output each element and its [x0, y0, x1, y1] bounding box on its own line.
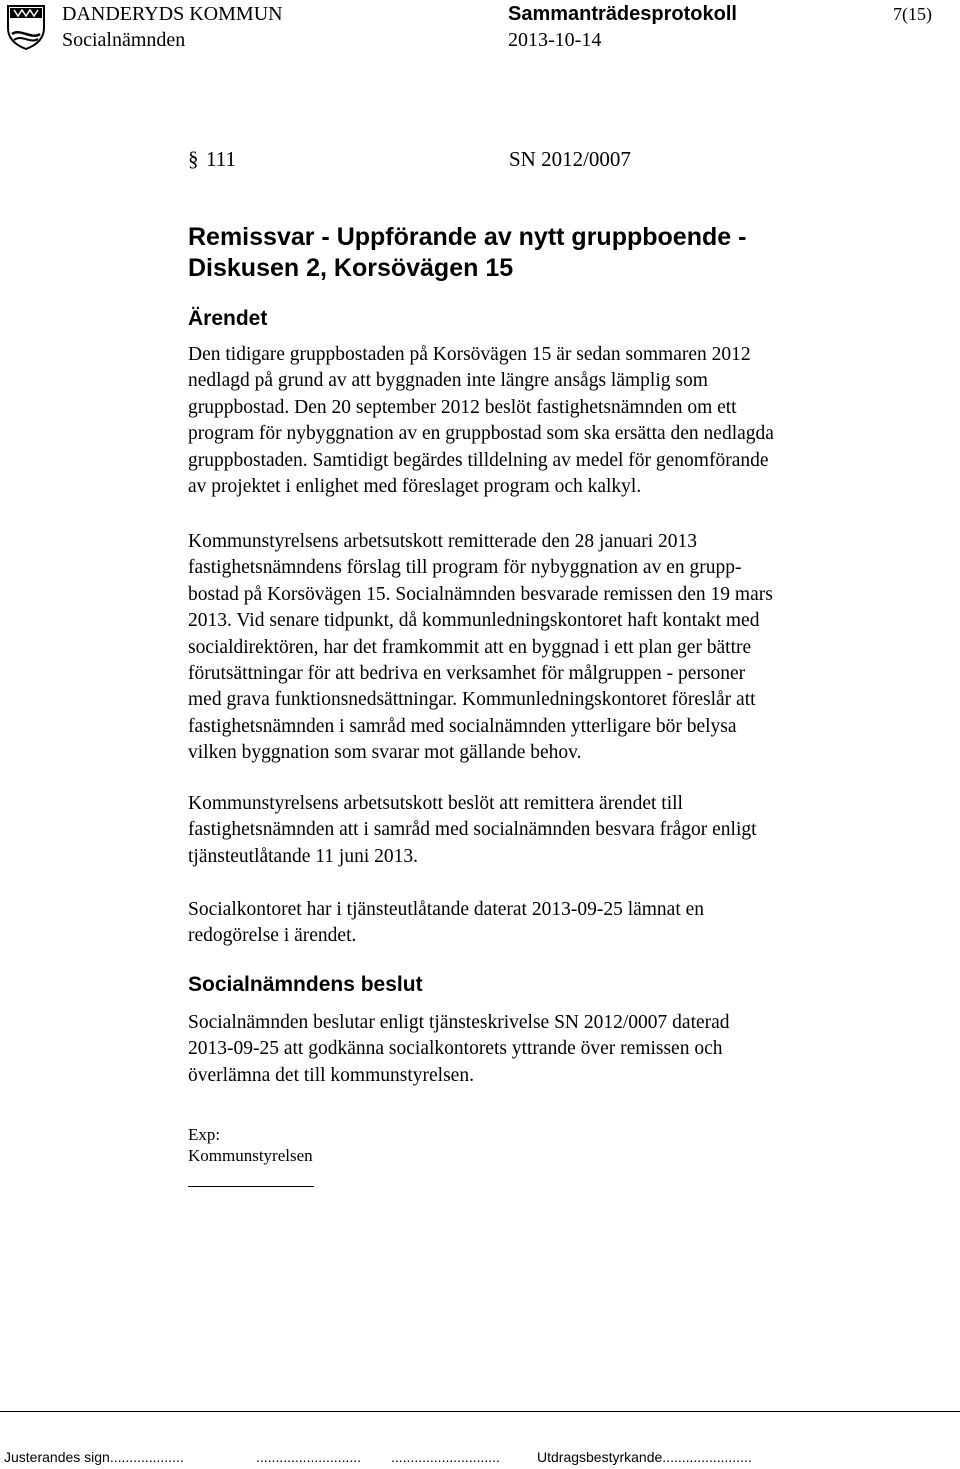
text-line: fastighetsnämnden i samråd med socialnämnden ytterligare bör belysa — [188, 715, 737, 737]
expedition-label: Exp: — [188, 1125, 221, 1144]
title-line: Diskusen 2, Korsövägen 15 — [188, 254, 514, 282]
arendet-paragraph-3 — [188, 791, 928, 870]
arendet-paragraph-2 — [188, 529, 928, 767]
arendet-paragraph-1 — [188, 342, 928, 500]
text-line: förutsättningar för att bedriva en verksamhet för målgruppen - personer — [188, 663, 746, 685]
protocol-title: Sammanträdesprotokoll — [508, 3, 737, 25]
expedition-recipient: Kommunstyrelsen — [188, 1146, 313, 1165]
text-line: överlämna det till kommunstyrelsen. — [188, 1064, 474, 1086]
text-line: vilken byggnation som svarar mot gällande behov. — [188, 742, 582, 764]
organization-name: DANDERYDS KOMMUN — [62, 3, 283, 25]
signature-dots: ........................... — [256, 1449, 362, 1465]
text-line: av projektet i enlighet med föreslaget program och kalkyl. — [188, 476, 642, 498]
text-line: fastighetsnämndens förslag till program för nybyggnation av en grupp- — [188, 557, 742, 579]
text-line: bostad på Korsövägen 15. Socialnämnden besvarade remissen den 19 mars — [188, 583, 773, 605]
coat-of-arms-icon — [6, 4, 46, 50]
arendet-heading: Ärendet — [188, 307, 268, 330]
text-line: Socialnämnden beslutar enligt tjänsteskrivelse SN 2012/0007 daterad — [188, 1012, 730, 1033]
arendet-paragraph-4 — [188, 897, 928, 950]
text-line: med grava funktionsnedsättningar. Kommunledningskontoret föreslår att — [188, 689, 756, 711]
text-line: nedlagd på grund av att byggnaden inte längre ansågs lämplig som — [188, 370, 708, 392]
separator-line — [188, 1186, 314, 1187]
case-number: SN 2012/0007 — [509, 147, 631, 171]
justerandes-sign: Justerandes sign................... — [4, 1449, 184, 1465]
text-line: Kommunstyrelsens arbetsutskott remitterade den 28 januari 2013 — [188, 531, 698, 552]
text-line: redogörelse i ärendet. — [188, 925, 357, 947]
page-number: 7(15) — [893, 4, 932, 24]
text-line: 2013. Vid senare tidpunkt, då kommunledningskontoret haft kontakt med — [188, 610, 760, 632]
title-line: Remissvar - Uppförande av nytt gruppboende - — [188, 223, 747, 251]
text-line: Socialkontoret har i tjänsteutlåtande daterat 2013-09-25 lämnat en — [188, 899, 705, 920]
text-line: fastighetsnämnden att i samråd med socialnämnden besvara frågor enligt — [188, 819, 757, 841]
paragraph-symbol: § — [188, 147, 199, 171]
footer-divider — [0, 1411, 960, 1412]
document-title — [188, 222, 928, 284]
beslut-heading: Socialnämndens beslut — [188, 973, 423, 996]
text-line: tjänsteutlåtande 11 juni 2013. — [188, 845, 418, 867]
committee-name: Socialnämnden — [62, 29, 186, 51]
text-line: Den tidigare gruppbostaden på Korsövägen 15 är sedan sommaren 2012 — [188, 344, 751, 365]
text-line: socialdirektören, har det framkommit att en byggnad i ett plan ger bättre — [188, 636, 752, 658]
beslut-paragraph — [188, 1010, 928, 1089]
text-line: Kommunstyrelsens arbetsutskott beslöt att remittera ärendet till — [188, 793, 683, 814]
text-line: program för nybyggnation av en gruppbostad som ska ersätta den nedlagda — [188, 423, 774, 445]
utdragsbestyrkande: Utdragsbestyrkande....................... — [537, 1449, 752, 1465]
meeting-date: 2013-10-14 — [508, 29, 602, 51]
section-number: 111 — [206, 147, 236, 171]
text-line: gruppbostaden. Samtidigt begärdes tilldelning av medel för genomförande — [188, 449, 769, 471]
text-line: 2013-09-25 att godkänna socialkontorets yttrande över remissen och — [188, 1038, 723, 1060]
text-line: gruppbostad. Den 20 september 2012 beslöt fastighetsnämnden om ett — [188, 396, 737, 418]
signature-dots: ............................ — [391, 1449, 500, 1465]
